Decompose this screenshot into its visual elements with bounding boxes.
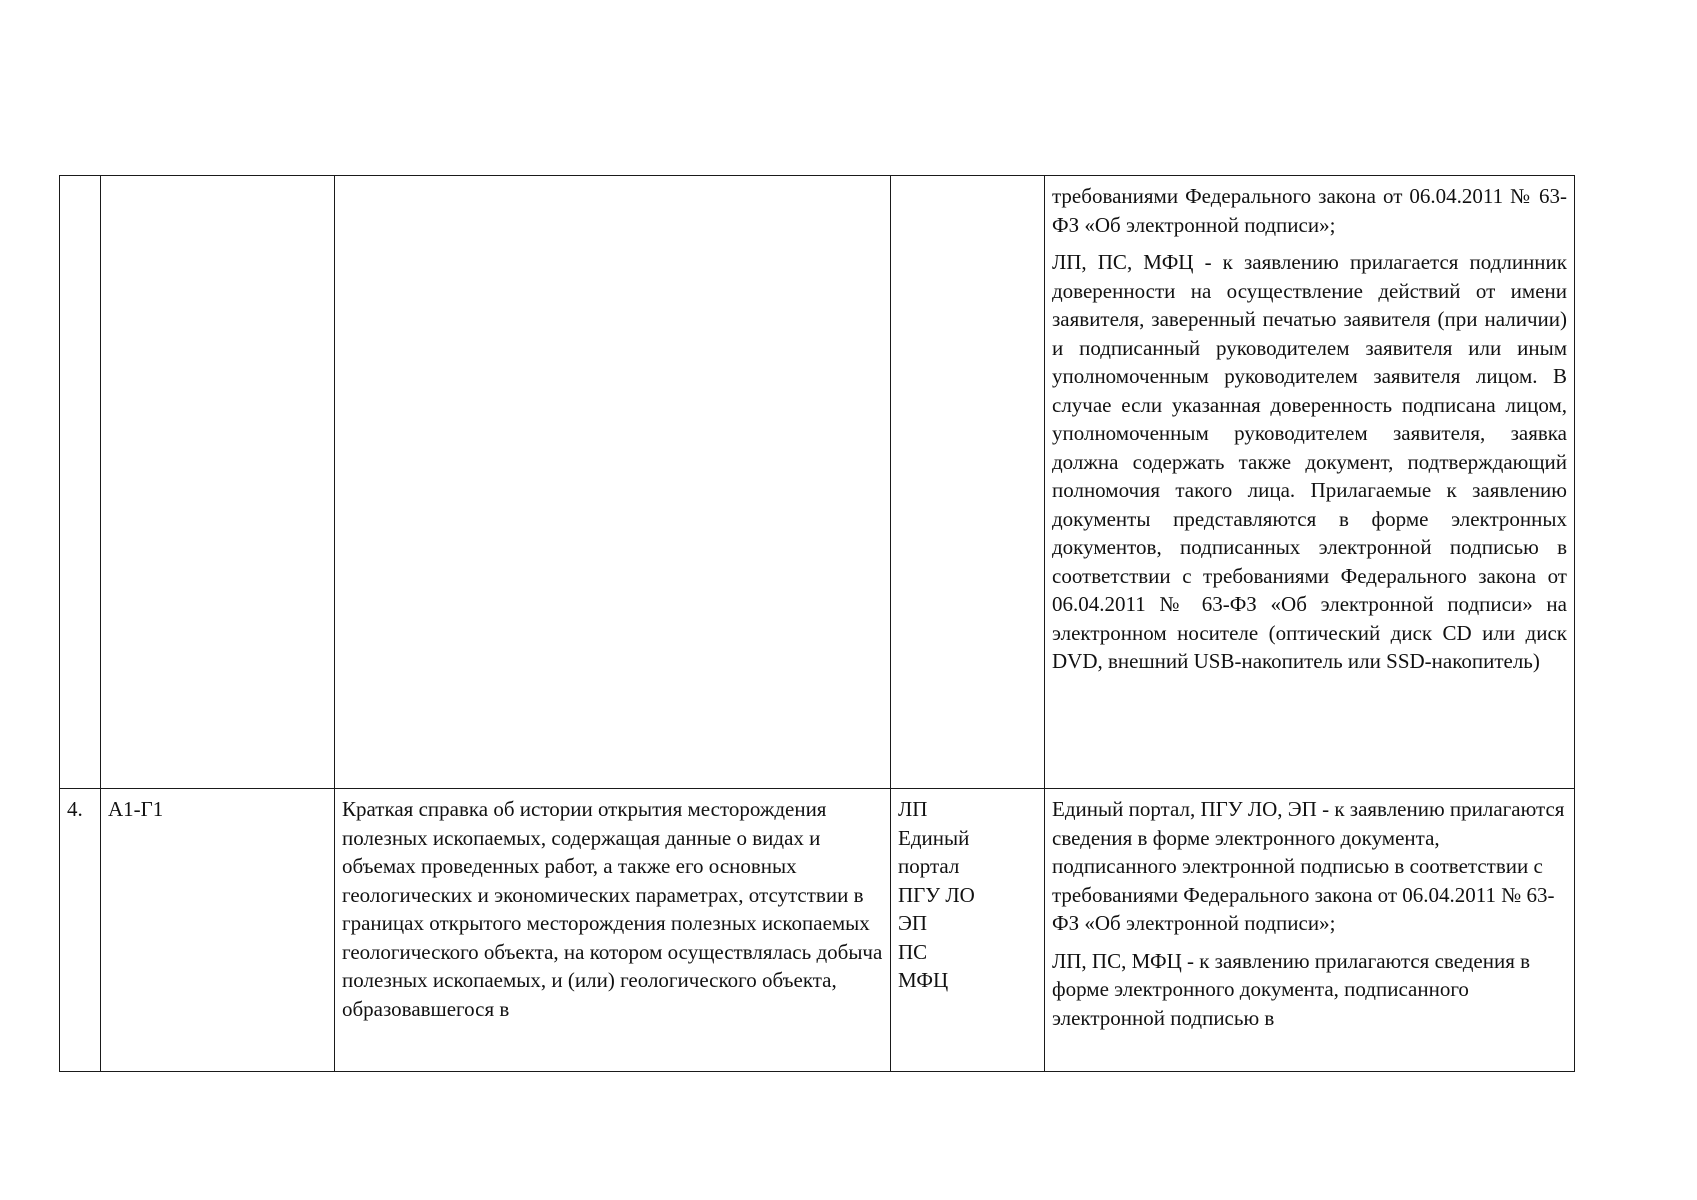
cell-number: 4. (60, 789, 101, 1072)
cell-code: А1-Г1 (101, 789, 335, 1072)
submission-method: Единый (898, 825, 970, 850)
cell-submission-methods (891, 176, 1045, 789)
cell-submission-methods (891, 789, 1045, 1072)
submission-method: ЛП (898, 797, 928, 821)
requirements-table (59, 175, 1575, 1072)
submission-method: ЭП (898, 911, 928, 935)
cell-description (335, 176, 891, 789)
submission-method: ПС (898, 939, 928, 964)
requirements-paragraph: ЛП, ПС, МФЦ - к заявлению прилагается подлинник доверенности на осуществление действий от имени заявителя, заверенный печатью заявителя (при наличии) и подписанный руководителем заявителя или иным уполномоченным руководителем заявителя лицом. В случае если указанная доверенность подписана лицом, уполномоченным руководителем заявителя, заявка должна содержать также документ, подтверждающий полномочия такого лица. Прилагаемые к заявлению документы представляются в форме электронных документов, подписанных электронной подписью в соответствии с требованиями Федерального закона от 06.04.2011 № 63-ФЗ «Об электронной подписи» на электронном носителе (оптический диск CD или диск DVD, внешний USB-накопитель или SSD-накопитель) (1052, 250, 1567, 673)
cell-number (60, 176, 101, 789)
submission-method: ПГУ ЛО (898, 882, 975, 907)
requirements-paragraph: ЛП, ПС, МФЦ - к заявлению прилагаются сведения в форме электронного документа, подписанного электронной подписью в (1052, 948, 1531, 1030)
cell-requirements (1045, 789, 1575, 1072)
submission-method: МФЦ (898, 968, 949, 992)
requirements-paragraph: Единый портал, ПГУ ЛО, ЭП - к заявлению прилагаются сведения в форме электронного документа, подписанного электронной подписью в соответствии с требованиями Федерального закона от 06.04.2011 № 63-ФЗ «Об электронной подписи»; (1052, 797, 1565, 935)
cell-description: Краткая справка об истории открытия месторождения полезных ископаемых, содержащая данные о видах и объемах проведенных работ, а также его основных геологических и экономических параметрах, отсутствии в границах открытого месторождения полезных ископаемых геологического объекта, на котором осуществлялась добыча полезных ископаемых, и (или) геологического объекта, образовавшегося в (335, 789, 891, 1072)
table-row-continuation (60, 176, 1575, 789)
submission-method: портал (898, 854, 960, 878)
requirements-paragraph: требованиями Федерального закона от 06.04.2011 № 63-ФЗ «Об электронной подписи»; (1052, 184, 1567, 237)
cell-code (101, 176, 335, 789)
table-row-4 (60, 789, 1575, 1072)
cell-requirements (1045, 176, 1575, 789)
